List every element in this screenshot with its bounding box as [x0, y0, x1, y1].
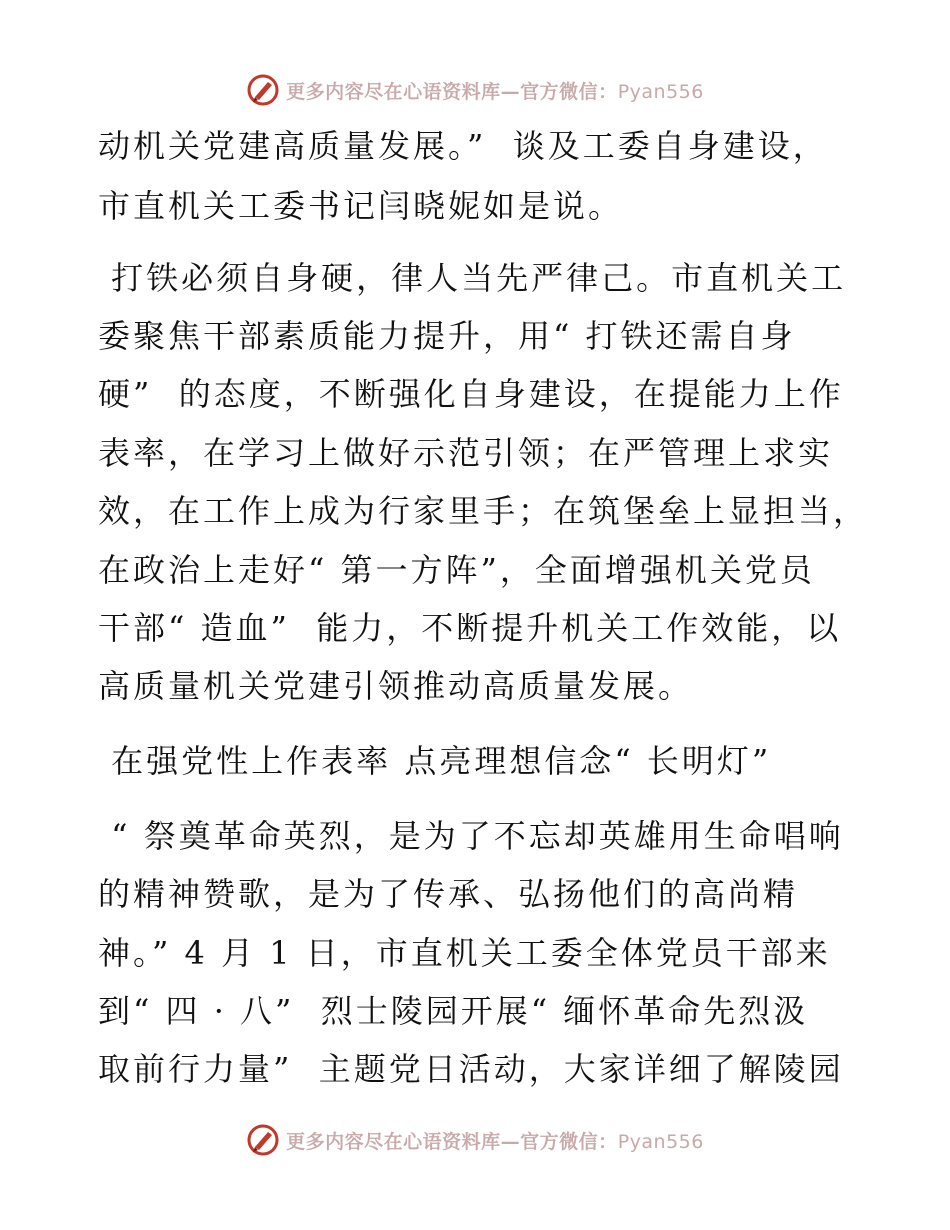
text-line: 取前行力量” 主题党日活动，大家详细了解陵园: [98, 1050, 844, 1088]
pen-logo-icon: [246, 73, 280, 107]
watermark-wechat-label: 官方微信：: [520, 80, 618, 103]
text-line: 在政治上走好“ 第一方阵”，全面增强机关党员: [98, 551, 815, 589]
text-line: 的精神赞歌，是为了传承、弘扬他们的高尚精: [98, 875, 799, 913]
text-line: 到“ 四 · 八” 烈士陵园开展“ 缅怀革命先烈汲: [98, 992, 809, 1030]
text-line: 动机关党建高质量发展。” 谈及工委自身建设，: [98, 127, 828, 165]
text-line: “ 祭奠革命英烈，是为了不忘却英雄用生命唱响: [98, 817, 844, 855]
watermark-header: [0, 70, 950, 110]
watermark-library-name: 更多内容尽在心语资料库: [286, 1130, 501, 1153]
text-line: 效，在工作上成为行家里手；在筑堡垒上显担当，: [98, 492, 869, 530]
watermark-text: [286, 77, 704, 104]
section-heading: 在强党性上作表率 点亮理想信念“ 长明灯”: [98, 742, 772, 780]
watermark-footer: [0, 1120, 950, 1160]
watermark-wechat-id: Pyan556: [617, 1130, 704, 1153]
text-line: 干部“ 造血” 能力，不断提升机关工作效能，以: [98, 609, 842, 647]
watermark-library-name: 更多内容尽在心语资料库: [286, 80, 501, 103]
watermark-text: [286, 1127, 704, 1154]
text-line: 神。” 4 月 1 日，市直机关工委全体党员干部来: [98, 934, 831, 972]
text-line: 委聚焦干部素质能力提升，用“ 打铁还需自身: [98, 317, 796, 355]
text-line: 打铁必须自身硬，律人当先严律己。市直机关工: [98, 259, 847, 297]
text-line: 高质量机关党建引领推动高质量发展。: [98, 667, 694, 705]
watermark-wechat-label: 官方微信：: [520, 1130, 618, 1153]
watermark-separator: —: [500, 1130, 521, 1153]
text-line: 表率，在学习上做好示范引领；在严管理上求实: [98, 434, 834, 472]
text-line: 硬” 的态度，不断强化自身建设，在提能力上作: [98, 375, 844, 413]
watermark-wechat-id: Pyan556: [617, 80, 704, 103]
pen-logo-icon: [246, 1123, 280, 1157]
text-line: 市直机关工委书记闫晓妮如是说。: [98, 187, 624, 225]
watermark-separator: —: [500, 80, 521, 103]
